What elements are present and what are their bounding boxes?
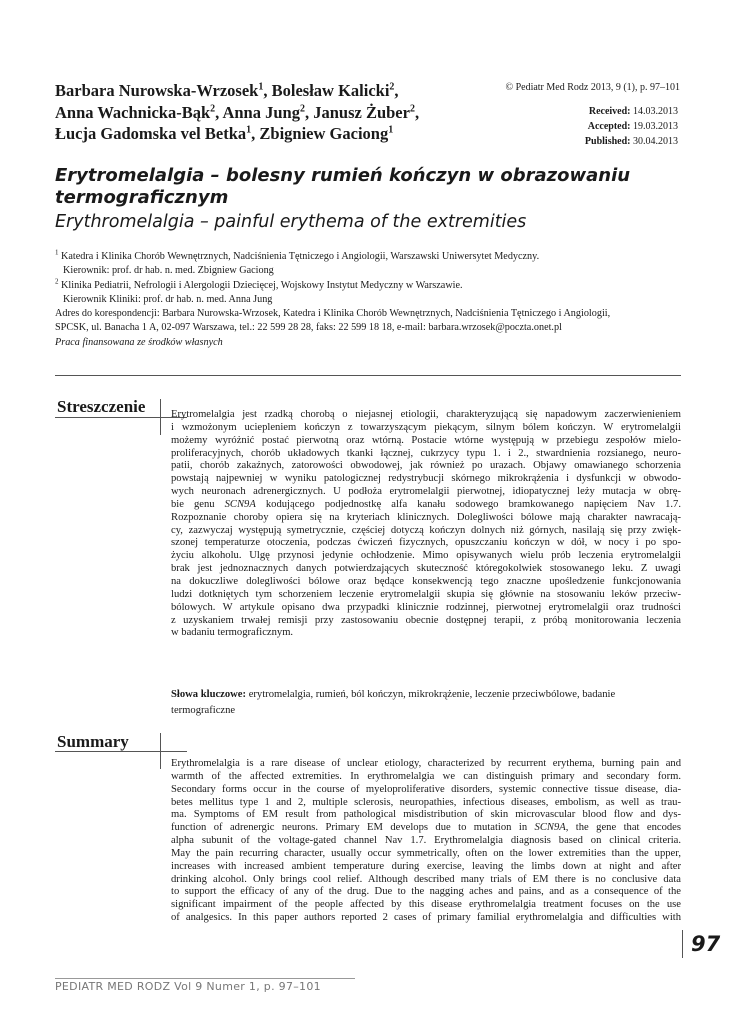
- text-segment: to support the efficacy of any of the drug. Due to the nagging aches and pains, and as a consequence of the: [171, 886, 681, 898]
- text-segment: alpha subunit of the voltage-gated channel Nav 1.7. Erythromelalgia diagnosis based on clinical criteria.: [171, 835, 681, 847]
- text-segment: significant impairment of the people affected by this disease erythromelalgia treatment focuses on the use: [171, 899, 681, 911]
- abstract-polish: [171, 409, 681, 640]
- author-segment: Anna Wachnicka-Bąk: [55, 102, 211, 122]
- text-line: [171, 563, 681, 576]
- article-dates: [480, 104, 678, 149]
- author-list: [55, 80, 475, 145]
- text-line: [171, 912, 681, 925]
- text-segment: bie genu: [171, 498, 225, 510]
- abstract-english: [171, 758, 681, 925]
- page-number-rule: [682, 930, 683, 958]
- affiliation-1: $^1$ Katedra i Klinika Chorób Wewnętrznych, Nadciśnienia Tętniczego i Angiologii, Warszawski Uniwersytet Medyczny.: [55, 248, 540, 262]
- text-segment: , the gene that encodes: [565, 822, 681, 834]
- author-line: [55, 123, 475, 145]
- received-date: Received: 14.03.2013: [588, 106, 678, 117]
- text-segment: betes mellitus type 1 and 2, multiple sclerosis, neuropathies, infectious diseases, embolism, as well as trau-: [171, 796, 681, 808]
- text-line: [171, 899, 681, 912]
- text-line: [171, 835, 681, 848]
- text-segment: możemy wyróżnić postać pierwotną oraz wtórną. Postacie wtórne występują w przebiegu zespołów mielo-: [171, 434, 681, 446]
- text-segment: Erytromelalgia jest rzadką chorobą o niejasnej etiologii, charakteryzującą się napadowym zaczerwienieniem: [171, 409, 681, 420]
- published-date: Published: 30.04.2013: [584, 136, 678, 147]
- correspondence-line-1: Adres do korespondencji: Barbara Nurowska-Wrzosek, Katedra i Klinika Chorób Wewnętrznych, Nadciśnienia Tętniczego i Angiologii,: [55, 308, 611, 320]
- text-segment: z uzyskaniem trwałej remisji przy zastosowaniu obecnie dostępnej terapii, z próbą monitorowania leczenia: [171, 614, 681, 626]
- author-segment: ,: [394, 81, 399, 100]
- author-segment: 1: [388, 124, 394, 136]
- heading-rule: [55, 417, 187, 418]
- text-segment: kodującego podjednostkę alfa kanału sodowego bramkowanego napięciem Nav 1.7.: [255, 498, 681, 510]
- author-segment: 1: [258, 81, 264, 93]
- text-line: [171, 448, 681, 461]
- journal-footer: PEDIATR MED RODZ Vol 9 Numer 1, p. 97–101: [55, 980, 321, 993]
- text-line: [171, 473, 681, 486]
- text-segment: ludzi dotkniętych tym schorzeniem leczenie erytromelalgii skupia się głównie na stosowaniu leków przeciw-: [171, 588, 681, 600]
- author-segment: 2: [389, 81, 395, 93]
- text-segment: increases with increased ambient temperature during exercise, leaving the limbs down at night and after: [171, 860, 681, 872]
- text-line: [171, 435, 681, 448]
- text-segment: i wzmożonym uciepleniem kończyn z towarzyszącym piekącym, silnym bólem kończyn. W erytromelalgii: [171, 421, 681, 433]
- text-segment: ma. Symptoms of EM result from pathological misdistribution of skin microvascular blood flow and dys-: [171, 809, 681, 821]
- text-segment: SCN9A: [224, 498, 256, 510]
- page-number: 97: [691, 932, 721, 956]
- text-line: [171, 848, 681, 861]
- text-segment: wych neuronach adrenergicznych. U podłoża erytromelalgii pierwotnej, idiopatycznej leży mutacja w obrę-: [171, 486, 681, 498]
- text-segment: szonej temperaturze otoczenia, podczas ćwiczeń fizycznych, opuszczaniu kończyn w dół, w nocy i po spo-: [171, 537, 681, 549]
- text-segment: na dokuczliwe dolegliwości bólowe oraz będące konsekwencją tego znaczne upośledzenie funkcjonowania: [171, 575, 681, 587]
- title-english: Erythromelalgia – painful erythema of the extremities: [55, 212, 527, 232]
- text-segment: Erythromelalgia is a rare disease of unclear etiology, characterized by recurrent erythema, burning pain and: [171, 758, 681, 769]
- heading-vrule: [160, 733, 161, 769]
- text-segment: w badaniu termograficznym.: [171, 627, 294, 639]
- author-segment: , Bolesław Kalicki: [263, 81, 390, 100]
- heading-summary: Summary: [57, 732, 129, 751]
- text-line: [171, 550, 681, 563]
- text-segment: function of adrenergic neurons. Primary EM develops due to mutation in: [171, 822, 535, 834]
- affiliation-1-head: Kierownik: prof. dr hab. n. med. Zbigniew Gaciong: [63, 265, 274, 277]
- text-line: [171, 797, 681, 810]
- divider: [55, 375, 681, 376]
- text-segment: patii, chorób zakaźnych, zatorowości obwodowej, jak również po urazach. Objawy omawianego schorzenia: [171, 460, 681, 472]
- text-segment: życiu alkoholu. Ulgę przynosi jedynie ochłodzenie. Mimo opisywanych wielu prób leczenia erytromelalgii: [171, 550, 681, 562]
- heading-vrule: [160, 399, 161, 435]
- author-segment: 1: [246, 124, 252, 136]
- text-line: [171, 499, 681, 512]
- text-line: [171, 874, 681, 887]
- text-line: [171, 422, 681, 435]
- author-segment: , Zbigniew Gaciong: [251, 124, 389, 143]
- text-line: [171, 512, 681, 525]
- heading-streszczenie: Streszczenie: [57, 397, 146, 416]
- text-line: [171, 460, 681, 473]
- citation: © Pediatr Med Rodz 2013, 9 (1), p. 97–101: [505, 82, 680, 93]
- heading-rule: [55, 751, 187, 752]
- author-segment: ,: [414, 102, 420, 122]
- text-line: [171, 589, 681, 602]
- text-line: [171, 809, 681, 822]
- funding-note: Praca finansowana ze środków własnych: [55, 336, 223, 348]
- affiliations: [55, 250, 680, 350]
- accepted-date: Accepted: 19.03.2013: [587, 121, 678, 132]
- affiliation-2: $^2$ Klinika Pediatrii, Nefrologii i Alergologii Dziecięcej, Wojskowy Instytut Medyczny w Warszawie.: [55, 277, 463, 291]
- author-segment: 2: [299, 103, 305, 114]
- text-segment: drinking alcohol. Only brings cool relief. Although described many trials of EM there is no conclusive data: [171, 873, 681, 885]
- text-segment: cy, zazwyczaj występują symetrycznie, częściej dotyczą kończyn dolnych niż górnych, nasilają się przy zwięk-: [171, 524, 681, 536]
- text-line: [171, 537, 681, 550]
- text-line: [171, 525, 681, 538]
- text-line: [171, 486, 681, 499]
- text-line: [171, 409, 681, 422]
- affiliation-2-head: Kierownik Kliniki: prof. dr hab. n. med. Anna Jung: [63, 293, 273, 305]
- author-line: [55, 80, 475, 102]
- author-segment: 2: [210, 103, 216, 114]
- text-line: [171, 576, 681, 589]
- text-segment: Secondary forms occur in the course of myeloproliferative disorders, systemic connective tissue disease, dia-: [171, 783, 681, 795]
- text-line: [171, 758, 681, 771]
- text-segment: May the pain recurring character, usually occur symmetrically, often on the lower extremities than the upper,: [171, 847, 681, 859]
- text-segment: of analgesics. In this paper authors reported 2 cases of primary familial erythromelalgia and difficulties with: [171, 912, 681, 924]
- author-line: [55, 102, 475, 124]
- text-line: [171, 886, 681, 899]
- keywords: Słowa kluczowe: erytromelalgia, rumień, ból kończyn, mikrokrążenie, leczenie przeciwbólowe, badanie termograficzne: [171, 689, 616, 716]
- text-segment: Rozpoznanie choroby opiera się na kryteriach klinicznych. Dolegliwości bólowe mają charakter nawracają-: [171, 511, 681, 523]
- footer-rule: [55, 978, 355, 979]
- author-segment: , Anna Jung: [215, 102, 300, 122]
- text-segment: bólowych. W artykule opisano dwa przypadki klinicznie rodzinnej, pierwotnej erytromelalgii oraz trudności: [171, 601, 681, 613]
- text-segment: brak jest jednoznacznych danych potwierdzających skuteczność któregokolwiek stosowanego leku. Z uwagi: [171, 563, 681, 575]
- text-line: [171, 602, 681, 615]
- text-segment: powstają najpewniej w wyniku patologicznej redystrybucji skórnego mikrokrążenia i dysfunkcji w obwodo-: [171, 473, 681, 485]
- correspondence-line-2: SPCSK, ul. Banacha 1 A, 02-097 Warszawa, tel.: 22 599 28 28, faks: 22 599 18 18, e-mail: barbara.wrzosek@poczta.onet.pl: [55, 322, 562, 334]
- text-line: [171, 784, 681, 797]
- title-polish: Erytromelalgia – bolesny rumień kończyn w obrazowaniu termograficznym: [55, 165, 631, 208]
- text-line: [171, 627, 681, 640]
- author-segment: Łucja Gadomska vel Betka: [55, 124, 247, 143]
- text-line: [171, 615, 681, 628]
- text-segment: SCN9A: [534, 822, 566, 834]
- text-line: [171, 861, 681, 874]
- text-line: [171, 822, 681, 835]
- text-line: [171, 771, 681, 784]
- author-segment: , Janusz Żuber: [304, 102, 410, 122]
- text-segment: proliferacyjnych, chorób układowych tkanki łącznej, cukrzycy typu 1. i 2., stwardnienia rozsianego, neuro-: [171, 447, 681, 459]
- author-segment: 2: [409, 103, 415, 114]
- text-segment: warmth of the affected extremities. In erythromelalgia we can distinguish primary and secondary form.: [171, 770, 681, 782]
- author-segment: Barbara Nurowska-Wrzosek: [55, 81, 259, 100]
